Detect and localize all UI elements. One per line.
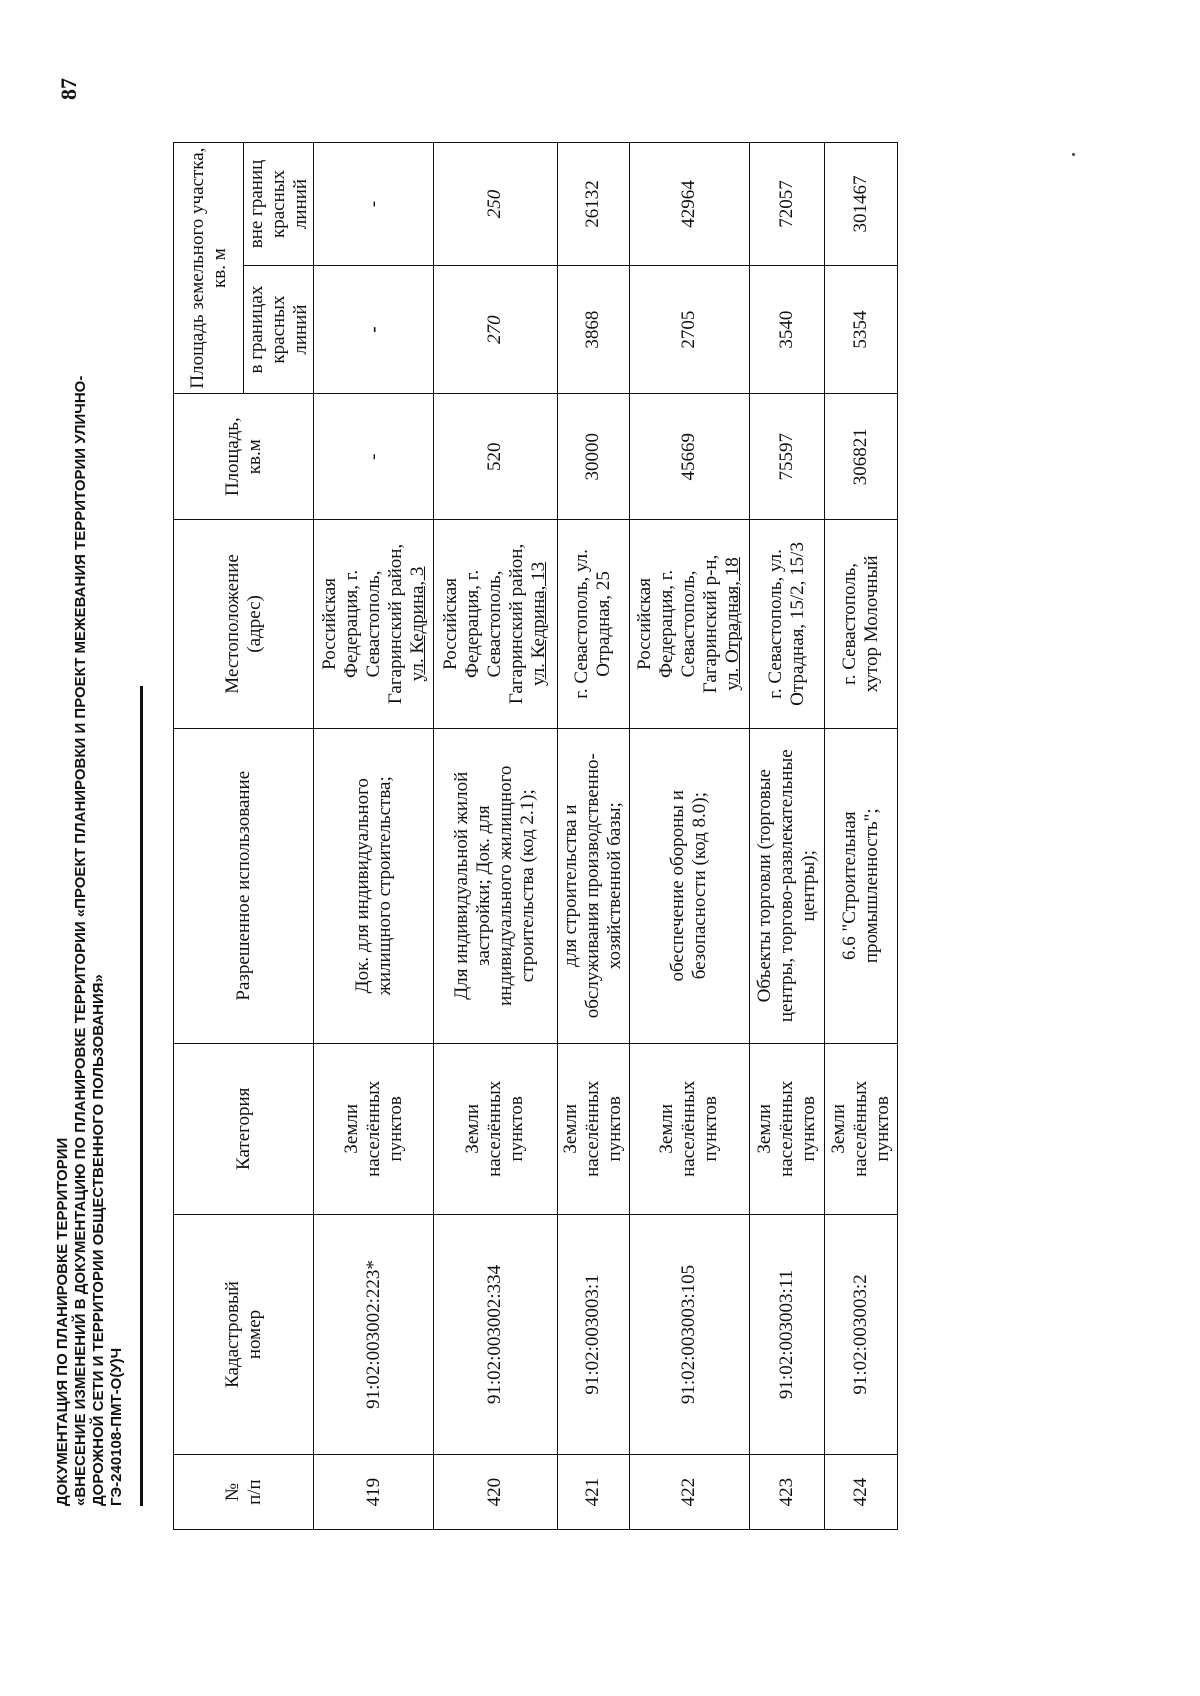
location-text: Российская Федерация, г. Севастополь, Гагаринский р-н,	[634, 554, 722, 694]
cell-cadastral: 91:02:003003:1	[557, 1214, 629, 1454]
header-divider	[140, 686, 143, 1506]
table-row	[434, 143, 557, 1530]
header-line: ГЭ-240108-ПМТ-О(У)Ч	[108, 1347, 125, 1506]
location-text: Российская Федерация, г. Севастополь, Гагаринский район,	[440, 543, 528, 705]
cell-area: 30000	[557, 394, 629, 520]
table-row	[749, 143, 824, 1530]
header-location: Местоположение (адрес)	[174, 520, 314, 728]
cell-outside-red-lines: 301467	[824, 143, 897, 266]
cell-category: Земли населённых пунктов	[749, 1043, 824, 1214]
cell-outside-red-lines: 72057	[749, 143, 824, 266]
cell-permitted-use: Объекты торговли (торговые центры, торгово-развлекательные центры);	[749, 728, 824, 1043]
cell-outside-red-lines: -	[314, 143, 434, 266]
header-line: ДОКУМЕНТАЦИЯ ПО ПЛАНИРОВКЕ ТЕРРИТОРИИ	[54, 1137, 71, 1506]
cell-cadastral: 91:02:003002:334	[434, 1214, 557, 1454]
cell-category: Земли населённых пунктов	[557, 1043, 629, 1214]
cell-outside-red-lines: 250	[434, 143, 557, 266]
cell-location	[557, 520, 629, 728]
header-category: Категория	[174, 1043, 314, 1214]
header-outside-red-lines: вне границ красных линий	[244, 143, 314, 266]
cell-inside-red-lines: 3540	[749, 265, 824, 393]
cell-inside-red-lines: 270	[434, 265, 557, 393]
cell-location	[434, 520, 557, 728]
header-num: № п/п	[174, 1455, 314, 1530]
cell-num: 421	[557, 1455, 629, 1530]
table-row	[557, 143, 629, 1530]
cell-inside-red-lines: -	[314, 265, 434, 393]
cell-inside-red-lines: 2705	[629, 265, 749, 393]
cell-area: 45669	[629, 394, 749, 520]
header-line: «ВНЕСЕНИЕ ИЗМЕНЕНИЙ В ДОКУМЕНТАЦИЮ ПО ПЛАНИРОВКЕ ТЕРРИТОРИИ «ПРОЕКТ ПЛАНИРОВКИ И ПРОЕКТ МЕЖЕВАНИЯ ТЕРРИТОРИИ УЛИЧНО-	[72, 375, 89, 1506]
header-inside-red-lines: в границах красных линий	[244, 265, 314, 393]
location-text: Российская Федерация, г. Севастополь, Гагаринский район,	[318, 543, 406, 705]
cell-num: 422	[629, 1455, 749, 1530]
cell-outside-red-lines: 42964	[629, 143, 749, 266]
cell-area: 75597	[749, 394, 824, 520]
cell-location	[749, 520, 824, 728]
page-number: 87	[56, 78, 81, 100]
cell-outside-red-lines: 26132	[557, 143, 629, 266]
cell-num: 424	[824, 1455, 897, 1530]
cell-permitted-use: 6.6 "Строительная промышленность";	[824, 728, 897, 1043]
cell-category: Земли населённых пунктов	[314, 1043, 434, 1214]
location-street: ул. Кедрина, 3	[406, 566, 428, 682]
location-text: г. Севастополь, ул. Отрадная, 15/2, 15/3	[764, 542, 808, 706]
cell-category: Земли населённых пунктов	[629, 1043, 749, 1214]
header-line: ДОРОЖНОЙ СЕТИ И ТЕРРИТОРИИ ОБЩЕСТВЕННОГО ПОЛЬЗОВАНИЯ»	[90, 974, 107, 1506]
location-street: ул. Отрадная, 18	[722, 557, 744, 691]
cell-area: 520	[434, 394, 557, 520]
cell-cadastral: 91:02:003003:11	[749, 1214, 824, 1454]
table-row	[314, 143, 434, 1530]
table-row	[629, 143, 749, 1530]
cell-cadastral: 91:02:003003:2	[824, 1214, 897, 1454]
cell-num: 423	[749, 1455, 824, 1530]
cell-cadastral: 91:02:003002:223*	[314, 1214, 434, 1454]
cell-num: 420	[434, 1455, 557, 1530]
cell-area: 306821	[824, 394, 897, 520]
land-plot-table	[173, 142, 898, 1530]
header-plot-area-group: Площадь земельного участка, кв. м	[174, 143, 244, 394]
cell-area: -	[314, 394, 434, 520]
cell-inside-red-lines: 5354	[824, 265, 897, 393]
location-street: ул. Кедрина, 13	[528, 561, 550, 687]
cell-location	[824, 520, 897, 728]
cell-permitted-use: для строительства и обслуживания производственно- хозяйственной базы;	[557, 728, 629, 1043]
cell-location	[629, 520, 749, 728]
header-area: Площадь, кв.м	[174, 394, 314, 520]
cell-num: 419	[314, 1455, 434, 1530]
cell-location	[314, 520, 434, 728]
table-row	[824, 143, 897, 1530]
location-text: г. Севастополь, ул. Отрадная, 25	[571, 549, 615, 699]
cell-category: Земли населённых пунктов	[434, 1043, 557, 1214]
scan-speck	[1072, 153, 1075, 156]
cell-inside-red-lines: 3868	[557, 265, 629, 393]
cell-permitted-use: Док. для индивидуального жилищного строительства;	[314, 728, 434, 1043]
header-permitted-use: Разрешенное использование	[174, 728, 314, 1043]
location-text: г. Севастополь, хутор Молочный	[838, 555, 882, 693]
cell-cadastral: 91:02:003003:105	[629, 1214, 749, 1454]
cell-category: Земли населённых пунктов	[824, 1043, 897, 1214]
header-cadastral: Кадастровый номер	[174, 1214, 314, 1454]
cell-permitted-use: Для индивидуальной жилой застройки; Док. для индивидуального жилищного строительства (код 2.1);	[434, 728, 557, 1043]
document-header	[54, 266, 126, 1506]
cell-permitted-use: обеспечение обороны и безопасности (код 8.0);	[629, 728, 749, 1043]
